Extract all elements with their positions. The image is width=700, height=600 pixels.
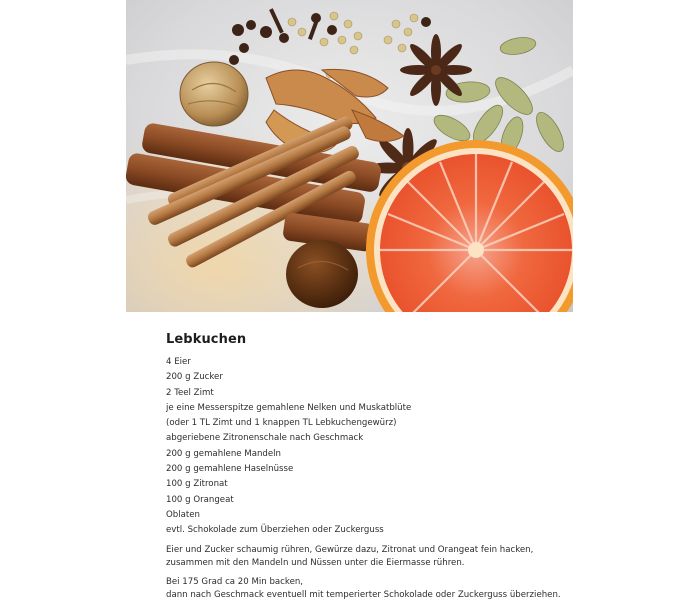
ingredient-item: je eine Messerspitze gemahlene Nelken und Muskatblüte: [166, 402, 412, 413]
instruction-line: Eier und Zucker schaumig rühren, Gewürze dazu, Zitronat und Orangeat fein hacken,: [166, 544, 534, 555]
ingredient-item: 200 g Zucker: [166, 372, 223, 383]
ingredient-item: abgeriebene Zitronenschale nach Geschmack: [166, 433, 364, 444]
instruction-paragraph: [166, 576, 566, 600]
ingredient-item: 4 Eier: [166, 357, 191, 367]
recipe-title: Lebkuchen: [166, 332, 247, 347]
instruction-line: dann nach Geschmack eventuell mit temperierter Schokolade oder Zuckerguss überziehen.: [166, 590, 561, 600]
instruction-line: Bei 175 Grad ca 20 Min backen,: [166, 576, 304, 587]
recipe-text: [166, 332, 566, 600]
ingredient-list: [166, 355, 566, 539]
ingredient-item: Oblaten: [166, 509, 200, 520]
ingredient-item: 100 g Orangeat: [166, 494, 234, 505]
ingredient-item: (oder 1 TL Zimt und 1 knappen TL Lebkuchengewürz): [166, 418, 397, 429]
ingredient-item: 200 g gemahlene Haselnüsse: [166, 464, 294, 475]
ingredient-item: 2 Teel Zimt: [166, 387, 214, 398]
ingredient-item: 200 g gemahlene Mandeln: [166, 448, 281, 459]
ingredient-item: evtl. Schokolade zum Überziehen oder Zuckerguss: [166, 525, 384, 536]
spices-photo: [126, 0, 573, 312]
ingredient-item: 100 g Zitronat: [166, 479, 228, 490]
instruction-paragraph: [166, 544, 566, 571]
instruction-line: zusammen mit den Mandeln und Nüssen unter die Eiermasse rühren.: [166, 558, 465, 569]
